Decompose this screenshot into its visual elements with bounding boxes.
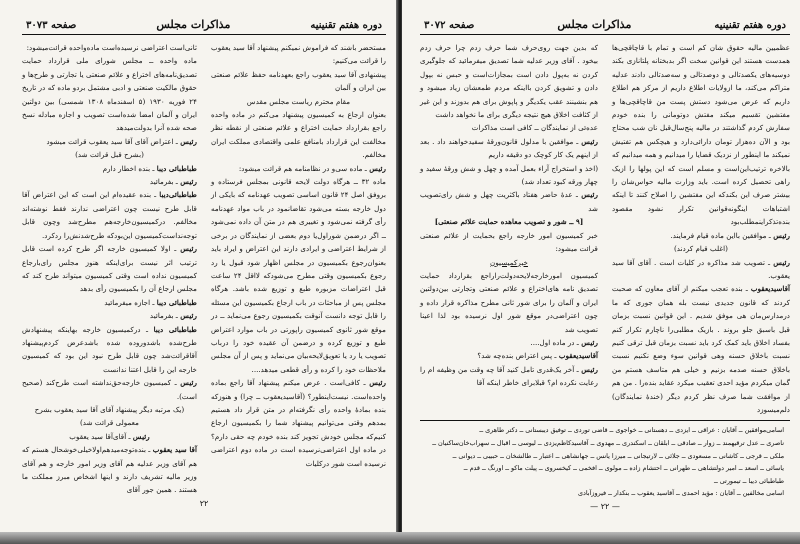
page-title: مذاکرات مجلس <box>557 18 632 31</box>
speaker-name: رئیس <box>180 244 197 254</box>
text-paragraph: که بدین جهت روی‌حرف شما حرف زدم چرا حرف زدم بیخود . آقای وزیر عدلیه شما تصدیق میفرمائید که جلوگیری کردن نه به‌پول دادن است بمجازات‌است و حبس نه بپول دادن و تشویق کردن بااینکه مردم طمعشان زیاد میشود و هم بنشینند عقب یکدیگر و پاپوش برای هم بدوزند و این غیر از کثافت اخلاق هیچ نتیجه دیگری برای ما نخواهد داشت <box>420 43 598 120</box>
vote-names-list <box>420 424 790 500</box>
speaker-name: رئیس <box>581 364 598 374</box>
page-label: صفحه ۳۰۷۳ <box>26 20 77 31</box>
text-paragraph: (اغلب قیام کردند) <box>674 244 728 254</box>
right-page <box>402 0 800 532</box>
speaker-name: رئیس <box>369 378 386 388</box>
speech-paragraph <box>612 229 790 242</box>
names-line: ملکی ــ قرجی ــ کاشانی ــ مسعودی ــ جلائی ــ لارتیجانی ــ میرزا یانس ــ جهانشاهی ــ اعتبار ــ طالشخان ــ حبیبی ــ دیوانی ــ <box>452 451 784 460</box>
page-number: ۲۲ <box>199 498 209 508</box>
speaker-name: طباطبائی دیبا <box>156 163 197 173</box>
speaker-name: رئیس <box>180 136 197 146</box>
speech-text: ـ عدهٔ حاضر هفتاد باکثریت چهل و شش رای‌تصویب شد <box>420 190 598 213</box>
speaker-name: طباطبائی‌دیبا <box>159 190 197 200</box>
text-paragraph: ثانی‌است اعتراضی نرسیده‌است ماده‌واحده قرائت‌میشود: <box>26 43 197 52</box>
speech-paragraph <box>612 282 790 416</box>
speech-text: ـ کافی‌است . عرض میکنم پیشنهاد آقا راجع بماده واحده‌است. نیست‌اینطور؟ (آقاسیدیعقوب ــ چرا) و هنوزکه بنده بمادهٔ واحده رأی نگرفته‌ام در متن قرار داد هستیم بمدهم وقتی می‌توانیم پیشنهاد شما را بکمیسیون ارجاع کنیم‌که مجلس خودش تجویز کند بنده خودم چه حقی دارم؟ در ماده اول اعتراضی‌نرسیده است در ماده دوم اعتراضی نرسیده است شور درکلیات <box>211 378 386 468</box>
speech-paragraph <box>420 363 598 390</box>
speech-text: ـ ماده سی‌و در نظامنامه هم قرائت میشود: <box>238 163 370 173</box>
speech-paragraph <box>420 188 598 215</box>
speech-paragraph <box>612 256 790 283</box>
speech-text: ـ بفرمائید <box>149 311 181 321</box>
names-line: یاسائی ــ اسعد ــ امیر دولتشاهی ــ طهرانی ــ احتشام زاده ــ مولوی ــ افخمی ــ کیخسروی ــ پیلت ماکو ــ اورنگ ــ قدم ــ <box>463 464 784 473</box>
speech-text: ـ در ماده اول.... <box>530 337 582 347</box>
speech-paragraph <box>22 430 197 443</box>
text-paragraph: خبر کمیسیون امور خارجه راجع بحمایت از علائم صنعتی قرائت میشود: <box>420 230 598 254</box>
text-paragraph: مقام محترم ریاست مجلس مقدس <box>246 96 351 106</box>
speaker-name: رئیس <box>132 431 150 441</box>
speaker-name: رئیس <box>773 257 790 267</box>
speaker-name: رئیس <box>180 311 197 321</box>
speaker-name: آقاسیدیعقوب <box>558 351 598 361</box>
left-page-column-left <box>22 41 197 497</box>
speaker-name: رئیس <box>581 337 598 347</box>
text-paragraph: (یک مرتبه دیگر پیشنهاد آقای آقا سید یعقوب بشرح معمولی قرائت شد) <box>34 404 185 428</box>
speaker-name: رئیس <box>581 136 598 146</box>
speech-text: ـ بنده اخطار دارم <box>102 163 157 173</box>
right-page-column-left <box>420 41 598 416</box>
speech-text: ـ پس اعتراض بنده‌چه شد؟ <box>477 351 559 361</box>
names-line: اسامی‌موافقین ــ آقایان : عراقی ــ ایزدی ــ دهستانی ــ خواجوی ــ قاضی توردی ــ توفیق دیبستانی ــ دکتر طاهری ــ <box>479 426 784 435</box>
names-line: ناصری ــ عدل ترقیهمند ــ زوار ــ صادقی ــ ابلقان ــ اسکندری ــ مهدوی ــ آقاسیدکاظم‌یزدی ــ لیوسی ــ اقبال ــ سهراب‌خان‌ساکنیان ــ <box>432 438 784 447</box>
speaker-name: آقا سید یعقوب <box>152 445 197 455</box>
speech-paragraph <box>22 296 197 309</box>
session-label: دوره هفتم تقنینیه <box>310 20 382 31</box>
text-paragraph: کمیسیون امورخارجه‌لایحه‌دولت‌راراجع بقرارداد حمایت تصدیق نامه های‌اختراع و علائم صنعتی وتجارتی بین‌دولتین ایران و آلمان را برای شور ثانی مطرح مذاکره قرار داده و چون اعتراضی‌در موقع شور اول نرسیده بود لذا اعینا تصویب شد <box>420 270 598 334</box>
speech-paragraph <box>22 242 197 296</box>
page-label: صفحه ۳۰۷۲ <box>424 20 475 31</box>
speech-text: ـ موافقین با مدلول قانون‌ورقهٔ سفید‌خواهند داد . بعد از اینهم یک کار کوچک دو دقیقه داریم <box>420 136 598 160</box>
text-paragraph: پیشنهادی آقا سید یعقوب راجع بعهدنامه حفظ علائم صنعتی بین ایران و آلمان <box>211 69 386 93</box>
speech-text: ـ اولا کمیسیون خارجه اگر طرح کرده است قابل ترتیب اثر نیست برای‌اینکه هنوز مجلس رای‌بارجاع کمیسیون نداده است وقتی کمیسیون میتواند طرح کند که مجلس ارجاع آن را بکمیسیون رأی بدهد <box>22 244 197 294</box>
text-paragraph: ماده ۳۲ ــ هرگاه دولت لایحه قانونی بمجلس فرستاده و بروفق اصل ۲۴ قانون اساسی تصویب عهدنامه که بایکی از دول خارجه بسته می‌شود تقاضانمود در باب مواد عهدنامه رأی گرفته نمی‌شود و تغییری هم در متن آن داده نمی‌شود ــ اگر درضمن شوراول‌یا دوم بعضی از نمایندگان در برخی از شرایط اعتراضی و ایرادی دارند این اعتراض و ایراد باید بعنوان‌رجوع بکمیسیون در مجلس اظهار شود قبول یا رد رجوع بکمیسیون وقتی مطرح می‌شودکه لااقل ۲۴ ساعت قبل اعتراضات مزبوره طبع و توزیع شده باشد. هرگاه مجلس پس از مباحثات در باب ارجاع بکمیسیون این مسئله را قابل توجه دانست آنوقت بکمیسیون رجوع می‌نماید ــ در موقع شور ثانوی کمیسیون راپورتی در باب موارد اعتراض طبع و توزیع کرده و درضمن آن عقیده خود را درباب تصویب یا رد یا تعویق‌لایحه‌بیان می‌نماید و پس از آن مجلس ملاحظات خود را کرده و رأی قطعی میدهد.... <box>211 177 387 374</box>
speaker-name: رئیس <box>180 177 197 187</box>
divider <box>420 420 790 421</box>
speech-text: ـ بنده عقیده‌ام این است که این اعتراض آقا قابل طرح نیست چون اعتراضی ندارند فقط نوشته‌اند مخالفم. درکمیسیون‌خارجه‌هم مطرح‌شد وچون قابل توجه‌نداست‌کمیسیون این‌بودکه طرح‌شدنش‌را ردکرد. <box>22 190 197 240</box>
speaker-name: طباطبائی دیبا <box>156 297 197 307</box>
text-paragraph: (بشرح قبل قرائت شد) <box>75 150 144 160</box>
speech-paragraph <box>22 309 197 322</box>
speech-paragraph <box>22 135 197 148</box>
speech-paragraph <box>22 376 197 403</box>
names-line: اسامی مخالفین ــ آقایان : مؤید احمدی ــ آقاسید یعقوب ــ بنکدار ــ فیروزآبادی <box>578 489 784 498</box>
right-page-header <box>420 18 790 35</box>
speech-text: ـ بنده‌ تعجب میکنم از آقای معاون که صحبت کردند که قانون جدیدی نیست بله همان جوری که ما درمدارس‌مان هی موفق شدیم . این قوانین نسبت بزمان قبل باسبق جلو بروند . بازیک مطلبی‌را ناچارم تکرار کنم بفساد اخلاق باید کمک کرد باید نسبت بزمان قبل ترقی کنیم نسبت باخلاق حسنه وهی قوانین سوء وضع نکنیم نسبت باخلاق حسنه صدمه بزنیم و خیلی هم متاسف هستم من گمان میکردم مؤید احدی تعقیب میکرد عقاید بنده‌را . من هم از موافقت شما صرف نظر کردم دیگر (خندهٔ نمایندگان) دلم‌میسوزد <box>612 284 790 414</box>
speaker-name: رئیس <box>773 230 790 240</box>
speech-paragraph <box>420 349 598 362</box>
page-bottom-edge <box>0 532 800 544</box>
speech-text: ـ آقای‌آقا سید یعقوب <box>69 431 133 441</box>
speech-paragraph <box>420 135 598 162</box>
speaker-name: رئیس <box>581 190 598 200</box>
speech-text: ـ تصویب شد مذاکره در کلیات است . آقای آقا سید یعقوب. <box>612 257 790 280</box>
speech-paragraph <box>22 162 197 175</box>
speech-text: ـ موافقین بااین ماده قیام فرمایند. <box>670 230 774 240</box>
speech-paragraph <box>22 323 197 377</box>
left-page-header <box>22 18 386 35</box>
right-page-column-right <box>612 41 790 416</box>
text-paragraph: بعنوان ارجاع به کمیسیون پیشنهاد می‌کنم در ماده واحده راجع بقرارداد حمایت اختراع و علائم صنعتی از نقطه نظر مخالفت این قرارداد بامنافع علمی واقتصادی مملکت ایران مخالفم. <box>211 110 386 160</box>
text-paragraph: (اخذ و استخراج آراء بعمل آمده و چهل و شش ورقهٔ سفید و چهار ورقه کبود تعداد شد) <box>420 163 598 187</box>
session-label: دوره هفتم تقنینیه <box>714 20 786 31</box>
speech-text: ـ اجازه میفرمائید <box>104 297 157 307</box>
speech-paragraph <box>22 188 197 242</box>
speech-text: ـ اعتراض آقای آقا سید یعقوب قرائت میشود <box>46 136 181 146</box>
left-page <box>0 0 398 532</box>
text-paragraph: عده‌ئی از نمایندگان ــ کافی است مذاکرات <box>471 123 598 133</box>
speech-text: ـ درکمیسیون خارجه بهاینکه پیشنهادش طرح‌شده باشدوروده شده باشدعرض کردم‌پیشنهاد آقاقرائت‌شد چون قابل طرح نبود این بود که کمیسیون خارجه این را قابل اعتنا ندانست <box>22 324 197 374</box>
speech-paragraph <box>22 175 197 188</box>
speech-paragraph <box>211 376 386 470</box>
text-paragraph: عظمیین مالیه حقوق شان کم است و تمام با قاچاقچی‌ها همدست هستند این قوانین سخت اگر بدبختانه پلتانازی بکند دوسیه‌های یکصدتالی و دوصدتالی و سه‌صدتالی دادند عدلیه متراکم می‌کند، ما ازولایات اطلاع داریم از مرکز هم اطلاع داریم که عرض می‌شود دستش پست من قاچاقچی‌ها و مفتشین تقسیم میکند مفتش دوتومانی را بنده خودم سفارش کردم گذاشتند در مالیه پنج‌سال‌قبل نان شب محتاج بود و الآن ده‌هزار تومان دارائی‌دارد و هیچکس هم تفتیش نمیکند ما اینطور از نزدیک قضایا را میدانیم و همه میدانیم که بالاخره ترتیب‌این‌است و مسلم است که این پولها را ازیک راهی تحصیل کرده است. باید وزارت مالیه حواس‌شان را بیشتر صرف این بکند‌که این مفتشین را اصلاح کنند تا اینکه اشتباهات اینگونه‌قوانین تکرار نشود مقصود بنده‌تذکراینمطلب‌بود <box>612 43 790 227</box>
page-number: — ۲۲ — <box>590 501 620 511</box>
text-paragraph: ماده واحده ــ مجلس شورای ملی قرارداد حمایت تصدیق‌نامه‌های اختراع و علائم صنعتی یا تجارتی و طرح‌ها و حقوق مالکیت صنعتی و ادبی مشتمل بردو ماده که در تاریخ ۲۴ فوریه ۱۹۳۰ (۵ اسفندماه ۱۳۰۸ شمسی) بین دولتین ایران و آلمان امضا شده‌است تصویب و اجازه مبادله نسخ صحه شده آنرا بدولت‌میدهد <box>22 56 197 133</box>
speaker-name: رئیس <box>180 378 197 388</box>
speech-text: ـ کمیسیون خارجه‌حق‌نداشته است طرح‌کند (صحیح است). <box>22 378 197 401</box>
text-paragraph: مستحضر باشند که فراموش نمیکنم پیشنهاد آقا سید یعقوب را قرائت می‌کنیم: <box>211 43 386 66</box>
speech-paragraph <box>211 162 386 175</box>
section-heading: [۹ ــ شور و تصویب معاهده حمایت علائم صنعتی] <box>434 217 584 227</box>
speech-text: ـ آخر یک‌قدری تامل کنید آقا چه وقت من وظیفه ام را رعایت نکرده ام؟ قبلابرای خاطر اینکه آقا <box>420 364 598 388</box>
page-title: مذاکرات مجلس <box>156 18 231 31</box>
speech-paragraph <box>22 443 197 497</box>
speaker-name: آقاسیدیعقوب <box>750 284 790 294</box>
text-paragraph: خبرکمیسیون <box>490 257 528 267</box>
speech-paragraph <box>420 336 598 349</box>
speaker-name: طباطبائی دیبا <box>153 324 197 334</box>
names-line: طباطبائی دیبا ــ تیمورتی ــ <box>713 476 784 485</box>
speaker-name: رئیس <box>369 163 386 173</box>
speech-text: ـ بنده‌توجه‌میدهم‌اولاخیلی‌خوشحال هستم که هم آقای وزیر عدلیه هم آقای وزیر امور خارجه و هم آقای وزیر مالیه تشریف دارند و اینها اشخاص مبرز مملکت ما هستند . همین جور آقای <box>22 445 197 495</box>
speech-text: ـ بفرمائید <box>149 177 181 187</box>
left-page-column-right <box>211 41 386 497</box>
